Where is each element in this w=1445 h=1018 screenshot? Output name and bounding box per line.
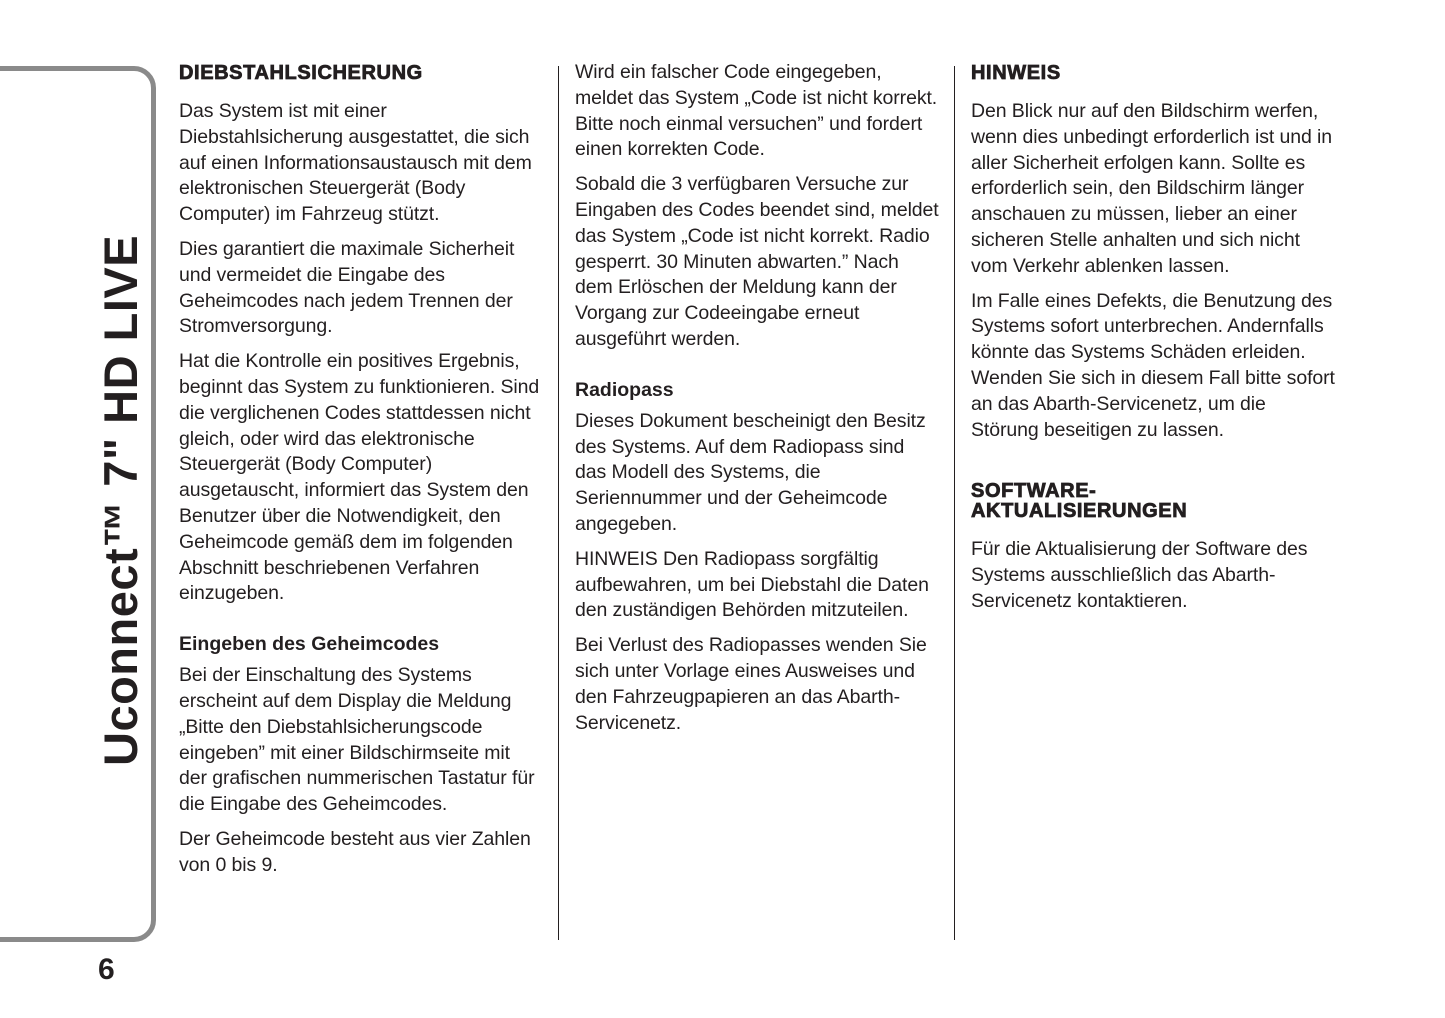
section-heading-software-line1: SOFTWARE-: [971, 480, 1097, 503]
paragraph: Wird ein falscher Code eingegeben, meldet das System „Code ist nicht korrekt. Bitte noch einmal versuchen” und fordert einen korrekten Code.: [575, 61, 938, 161]
section-heading-software: [971, 481, 1335, 521]
paragraph: Den Blick nur auf den Bildschirm werfen, wenn dies unbedingt erforderlich ist und in aller Sicherheit erfolgen kann. Sollte es erforderlich sein, den Bildschirm länger anschauen zu müssen, lieber an einer sicheren Stelle anhalten und sich nicht vom Verkehr ablenken lassen.: [971, 100, 1333, 277]
section-heading-software-line2: AKTUALISIERUNGEN: [971, 500, 1188, 523]
paragraph: Für die Aktualisierung der Software des Systems ausschließlich das Abarth-Servicenetz kontaktieren.: [971, 538, 1308, 612]
column-divider-1: [558, 66, 559, 940]
column-1: [179, 60, 543, 888]
paragraph: Hat die Kontrolle ein positives Ergebnis, beginnt das System zu funktionieren. Sind die verglichenen Codes stattdessen nicht gleich, oder wird das elektronische Steuergerät (Body Computer) ausgetauscht, informiert das System den Benutzer über die Notwendigkeit, den Geheimcode gemäß dem im folgenden Abschnitt beschriebenen Verfahren einzugeben.: [179, 350, 540, 605]
paragraph: Dies garantiert die maximale Sicherheit und vermeidet die Eingabe des Geheimcodes nach jedem Trennen der Stromversorgung.: [179, 237, 515, 338]
section-heading-diebstahlsicherung: DIEBSTAHLSICHERUNG: [179, 62, 423, 84]
paragraph: Bei Verlust des Radiopasses wenden Sie sich unter Vorlage eines Ausweises und den Fahrzeugpapieren an das Abarth-Servicenetz.: [575, 634, 927, 734]
paragraph: Dieses Dokument bescheinigt den Besitz des Systems. Auf dem Radiopass sind das Modell des Systems, die Seriennummer und der Geheimcode angegeben.: [575, 409, 926, 535]
page-number: 6: [98, 953, 115, 986]
column-divider-2: [954, 66, 955, 940]
paragraph: Im Falle eines Defekts, die Benutzung des Systems sofort unterbrechen. Andernfalls könnte das Systems Schäden erleiden. Wenden Sie sich in diesem Fall bitte sofort an das Abarth-Servicenetz, um die Störung beseitigen zu lassen.: [971, 289, 1335, 441]
section-heading-hinweis: HINWEIS: [971, 62, 1061, 84]
column-3: [971, 60, 1335, 624]
paragraph: Das System ist mit einer Diebstahlsicherung ausgestattet, die sich auf einen Informationsaustausch mit dem elektronischen Steuergerät (Body Computer) im Fahrzeug stützt.: [179, 100, 532, 226]
subheading-geheimcode: Eingeben des Geheimcodes: [179, 633, 440, 656]
subheading-radiopass: Radiopass: [575, 378, 674, 401]
paragraph: Der Geheimcode besteht aus vier Zahlen von 0 bis 9.: [179, 827, 531, 876]
column-2: [575, 60, 939, 745]
chapter-title: Uconnect™ 7" HD LIVE: [94, 234, 147, 766]
paragraph: Bei der Einschaltung des Systems erscheint auf dem Display die Meldung „Bitte den Diebstahlsicherungscode eingeben” mit einer Bildschirmseite mit der grafischen nummerischen Tastatur für die Eingabe des Geheimcodes.: [179, 664, 535, 816]
paragraph: Sobald die 3 verfügbaren Versuche zur Eingaben des Codes beendet sind, meldet das System „Code ist nicht korrekt. Radio gesperrt. 30 Minuten abwarten.” Nach dem Erlöschen der Meldung kann der Vorgang zur Codeeingabe erneut ausgeführt werden.: [575, 173, 939, 350]
paragraph: HINWEIS Den Radiopass sorgfältig aufbewahren, um bei Diebstahl die Daten den zuständigen Behörden mitzuteilen.: [575, 547, 929, 622]
